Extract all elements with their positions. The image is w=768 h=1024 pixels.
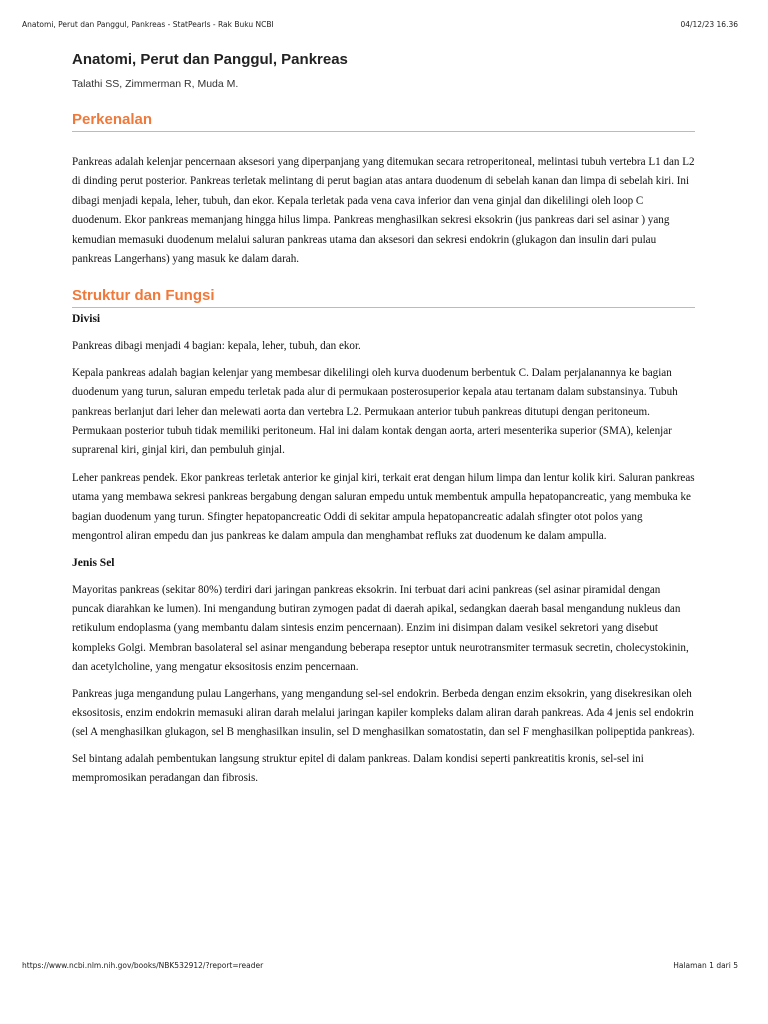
section-heading-structure: Struktur dan Fungsi	[72, 286, 695, 308]
print-header	[22, 20, 738, 29]
divisi-paragraph-2: Kepala pankreas adalah bagian kelenjar yang membesar dikelilingi oleh kurva duodenum berbentuk C. Dalam perjalanannya ke bagian duodenum yang turun, saluran empedu terletak pada alur di permukaan posterosuperior kepala atau tertanam dalam substansinya. Tubuh pankreas berlanjut dari leher dan melewati aorta dan vertebra L2. Permukaan anterior tubuh pankreas ditutupi dengan peritoneum. Permukaan posterior tubuh tidak memiliki peritoneum. Hal ini dalam kontak dengan aorta, arteri mesenterika superior (SMA), kelenjar suprarenal kiri, ginjal kiri, dan pembuluh ginjal.	[72, 366, 678, 457]
divisi-paragraph-1: Pankreas dibagi menjadi 4 bagian: kepala, leher, tubuh, dan ekor.	[72, 340, 361, 353]
section-heading-intro: Perkenalan	[72, 110, 695, 132]
print-footer-url: https://www.ncbi.nlm.nih.gov/books/NBK532912/?report=reader	[22, 961, 264, 970]
subheading-jenis-sel: Jenis Sel	[72, 556, 115, 569]
jenis-sel-paragraph-1: Mayoritas pankreas (sekitar 80%) terdiri dari jaringan pankreas eksokrin. Ini terbuat dari acini pankreas (sel asinar piramidal dengan puncak diarahkan ke lumen). Ini mengandung butiran zymogen padat di daerah apikal, sedangkan daerah basal mengandung nukleus dan retikulum endoplasma (yang membantu dalam sintesis enzim pencernaan). Enzim ini disimpan dalam vesikel sekretori yang disebut kompleks Golgi. Membran basolateral sel asinar mengandung beberapa reseptor untuk neurotransmiter termasuk secretin, cholecystokinin, dan acetylcholine, yang mengatur eksositosis enzim pencernaan.	[72, 583, 689, 674]
print-header-title: Anatomi, Perut dan Panggul, Pankreas - StatPearls - Rak Buku NCBI	[22, 20, 274, 29]
intro-paragraph: Pankreas adalah kelenjar pencernaan aksesori yang diperpanjang yang ditemukan secara retroperitoneal, melintasi tubuh vertebra L1 dan L2 di dinding perut posterior. Pankreas terletak melintang di perut bagian atas antara duodenum di sebelah kanan dan limpa di sebelah kiri. Ini dibagi menjadi kepala, leher, tubuh, dan ekor. Kepala terletak pada vena cava inferior dan vena ginjal dan dikelilingi oleh loop C duodenum. Ekor pankreas memanjang hingga hilus limpa. Pankreas menghasilkan sekresi eksokrin (jus pankreas dari sel asinar ) yang kemudian memasuki duodenum melalui saluran pankreas utama dan aksesori dan sekresi endokrin (glukagon dan insulin dari pulau pankreas Langerhans) yang masuk ke dalam darah.	[72, 156, 695, 266]
print-footer	[22, 961, 738, 970]
divisi-paragraph-3: Leher pankreas pendek. Ekor pankreas terletak anterior ke ginjal kiri, terkait erat dengan hilum limpa dan lentur kolik kiri. Saluran pankreas utama yang membawa sekresi pankreas bergabung dengan saluran empedu untuk membentuk ampulla hepatopancreatic, yang membuka ke bagian duodenum yang turun. Sfingter hepatopancreatic Oddi di sekitar ampula hepatopancreatic adalah sfingter otot polos yang mengontrol aliran empedu dan jus pankreas ke dalam ampula dan menghambat refluks zat duodenum ke dalam ampulla.	[72, 471, 695, 543]
subheading-divisi: Divisi	[72, 313, 101, 326]
jenis-sel-paragraph-2: Pankreas juga mengandung pulau Langerhans, yang mengandung sel-sel endokrin. Berbeda dengan enzim eksokrin, yang disekresikan oleh eksositosis, enzim endokrin memasuki aliran darah melalui jaringan kapiler kompleks dalam aliran darah pankreas. Ada 4 jenis sel endokrin (sel A menghasilkan glukagon, sel B menghasilkan insulin, sel D menghasilkan somatostatin, dan sel F menghasilkan polipeptida pankreas).	[72, 687, 695, 739]
print-header-datetime: 04/12/23 16.36	[680, 20, 738, 29]
article-title: Anatomi, Perut dan Panggul, Pankreas	[72, 51, 348, 68]
print-footer-page: Halaman 1 dari 5	[673, 961, 738, 970]
jenis-sel-paragraph-3: Sel bintang adalah pembentukan langsung struktur epitel di dalam pankreas. Dalam kondisi seperti pankreatitis kronis, sel-sel ini mempromosikan peradangan dan fibrosis.	[72, 752, 644, 785]
article-content	[72, 50, 695, 789]
article-authors: Talathi SS, Zimmerman R, Muda M.	[72, 78, 239, 90]
